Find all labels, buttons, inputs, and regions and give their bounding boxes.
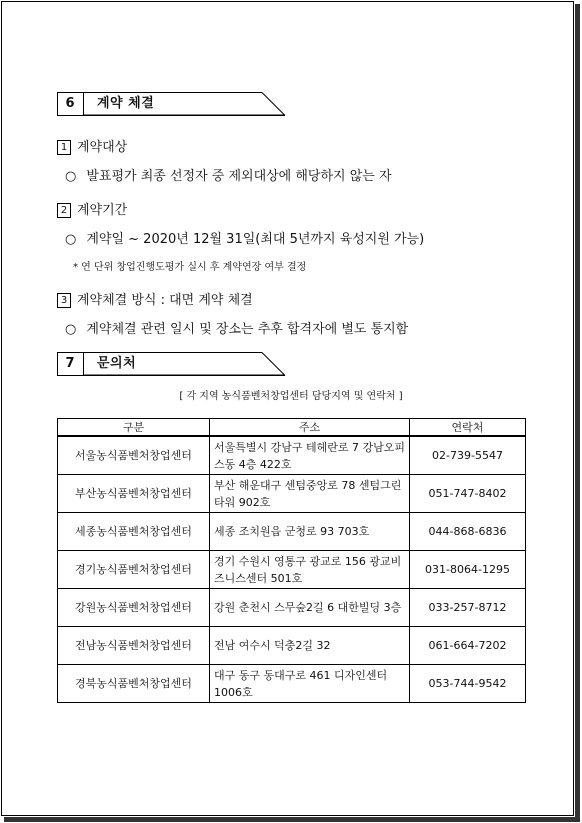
center-name: 서울농식품벤처창업센터 <box>58 436 210 475</box>
center-address: 전남 여수시 덕충2길 32 <box>210 627 410 665</box>
center-name: 전남농식품벤처창업센터 <box>58 627 210 665</box>
section-number: 7 <box>65 356 75 371</box>
table-row <box>58 475 526 513</box>
section-7-header <box>57 352 287 376</box>
contacts-table <box>57 418 526 703</box>
center-phone: 02-739-5547 <box>410 436 526 475</box>
bullet-text: 발표평가 최종 선정자 중 제외대상에 해당하지 않는 자 <box>86 169 392 184</box>
page-shadow-bottom <box>4 817 580 822</box>
column-header: 구분 <box>58 419 210 437</box>
box-number: 1 <box>57 140 71 155</box>
column-header: 연락처 <box>410 419 526 437</box>
bullet-circle-icon: ○ <box>65 232 77 247</box>
center-address: 경기 수원시 영통구 광교로 156 광교비즈니스센터 501호 <box>210 551 410 589</box>
section-header-banner <box>57 92 287 116</box>
item-note-2: * 연 단위 창업진행도평가 실시 후 계약연장 여부 결정 <box>73 262 307 273</box>
section-6-header <box>57 92 287 116</box>
center-name: 강원농식품벤처창업센터 <box>58 589 210 627</box>
bullet-text: 계약체결 관련 일시 및 장소는 추후 합격자에 별도 통지함 <box>86 322 409 337</box>
section-number: 6 <box>65 96 75 111</box>
column-header: 주소 <box>210 419 410 437</box>
table-row <box>58 436 526 475</box>
center-name: 부산농식품벤처창업센터 <box>58 475 210 513</box>
item-heading-2 <box>57 199 127 218</box>
box-number: 3 <box>57 293 71 308</box>
section-header-banner <box>57 352 287 376</box>
bullet-circle-icon: ○ <box>65 169 77 184</box>
table-row <box>58 627 526 665</box>
section-title: 계약 체결 <box>97 96 155 111</box>
box-number: 2 <box>57 203 71 218</box>
table-row <box>58 551 526 589</box>
item-heading-text: 계약체결 방식 : 대면 계약 체결 <box>77 293 253 308</box>
item-bullet-3 <box>65 318 408 337</box>
item-bullet-1 <box>65 165 392 184</box>
center-address: 서울특별시 강남구 테헤란로 7 강남오피스동 4층 422호 <box>210 436 410 475</box>
center-phone: 051-747-8402 <box>410 475 526 513</box>
center-name: 경북농식품벤처창업센터 <box>58 665 210 703</box>
center-phone: 031-8064-1295 <box>410 551 526 589</box>
center-phone: 033-257-8712 <box>410 589 526 627</box>
center-address: 세종 조치원읍 군청로 93 703호 <box>210 513 410 551</box>
bullet-circle-icon: ○ <box>65 322 77 337</box>
center-phone: 053-744-9542 <box>410 665 526 703</box>
center-name: 세종농식품벤처창업센터 <box>58 513 210 551</box>
center-address: 강원 춘천시 스무숲2길 6 대한빌딩 3층 <box>210 589 410 627</box>
table-row <box>58 589 526 627</box>
center-name: 경기농식품벤처창업센터 <box>58 551 210 589</box>
section-title: 문의처 <box>97 356 137 371</box>
center-address: 부산 해운대구 센텀중앙로 78 센텀그린타워 902호 <box>210 475 410 513</box>
table-header-row <box>58 419 526 437</box>
table-caption: [ 각 지역 농식품벤처창업센터 담당지역 및 연락처 ] <box>179 391 403 402</box>
item-heading-text: 계약대상 <box>77 140 128 155</box>
item-heading-text: 계약기간 <box>77 203 128 218</box>
item-heading-3 <box>57 289 253 308</box>
item-bullet-2 <box>65 228 424 247</box>
table-row <box>58 513 526 551</box>
center-phone: 061-664-7202 <box>410 627 526 665</box>
item-heading-1 <box>57 136 127 155</box>
table-row <box>58 665 526 703</box>
center-address: 대구 동구 동대구로 461 디자인센터 1006호 <box>210 665 410 703</box>
center-phone: 044-868-6836 <box>410 513 526 551</box>
bullet-text: 계약일 ~ 2020년 12월 31일(최대 5년까지 육성지원 가능) <box>86 232 425 247</box>
page-shadow-right <box>575 4 580 819</box>
